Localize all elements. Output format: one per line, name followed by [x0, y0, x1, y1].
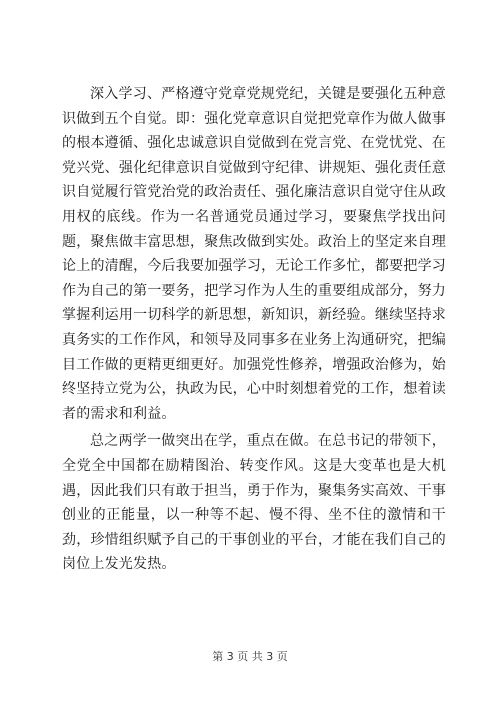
document-body	[62, 82, 446, 577]
paragraph-2: 总之两学一做突出在学，重点在做。在总书记的带领下，全党全中国都在励精图治、转变作风。这是大变革也是大机遇，因此我们只有敢于担当，勇于作为，聚集务实高效、干事创业的正能量，以一种等不起、慢不得、坐不住的激情和干劲，珍惜组织赋予自己的干事创业的平台，才能在我们自己的岗位上发光发热。	[62, 433, 446, 573]
paragraph-1: 深入学习、严格遵守党章党规党纪，关键是要强化五种意识做到五个自觉。即：强化党章意识自觉把党章作为做人做事的根本遵循、强化忠诚意识自觉做到在党言党、在党忧党、在党兴党、强化纪律意识自觉做到守纪律、讲规矩、强化责任意识自觉履行管党治党的政治责任、强化廉洁意识自觉守住从政用权的底线。作为一名普通党员通过学习，要聚焦学找出问题，聚焦做丰富思想，聚焦改做到实处。政治上的坚定来自理论上的清醒，今后我要加强学习，无论工作多忙，都要把学习作为自己的第一要务，把学习作为人生的重要组成部分，努力掌握利运用一切科学的新思想，新知识，新经验。继续坚持求真务实的工作作风，和领导及同事多在业务上沟通研究，把编目工作做的更精更细更好。加强党性修养，增强政治修为，始终坚持立党为公，执政为民，心中时刻想着党的工作，想着读者的需求和利益。	[62, 86, 446, 422]
page-footer: 第 3 页 共 3 页	[212, 650, 288, 663]
